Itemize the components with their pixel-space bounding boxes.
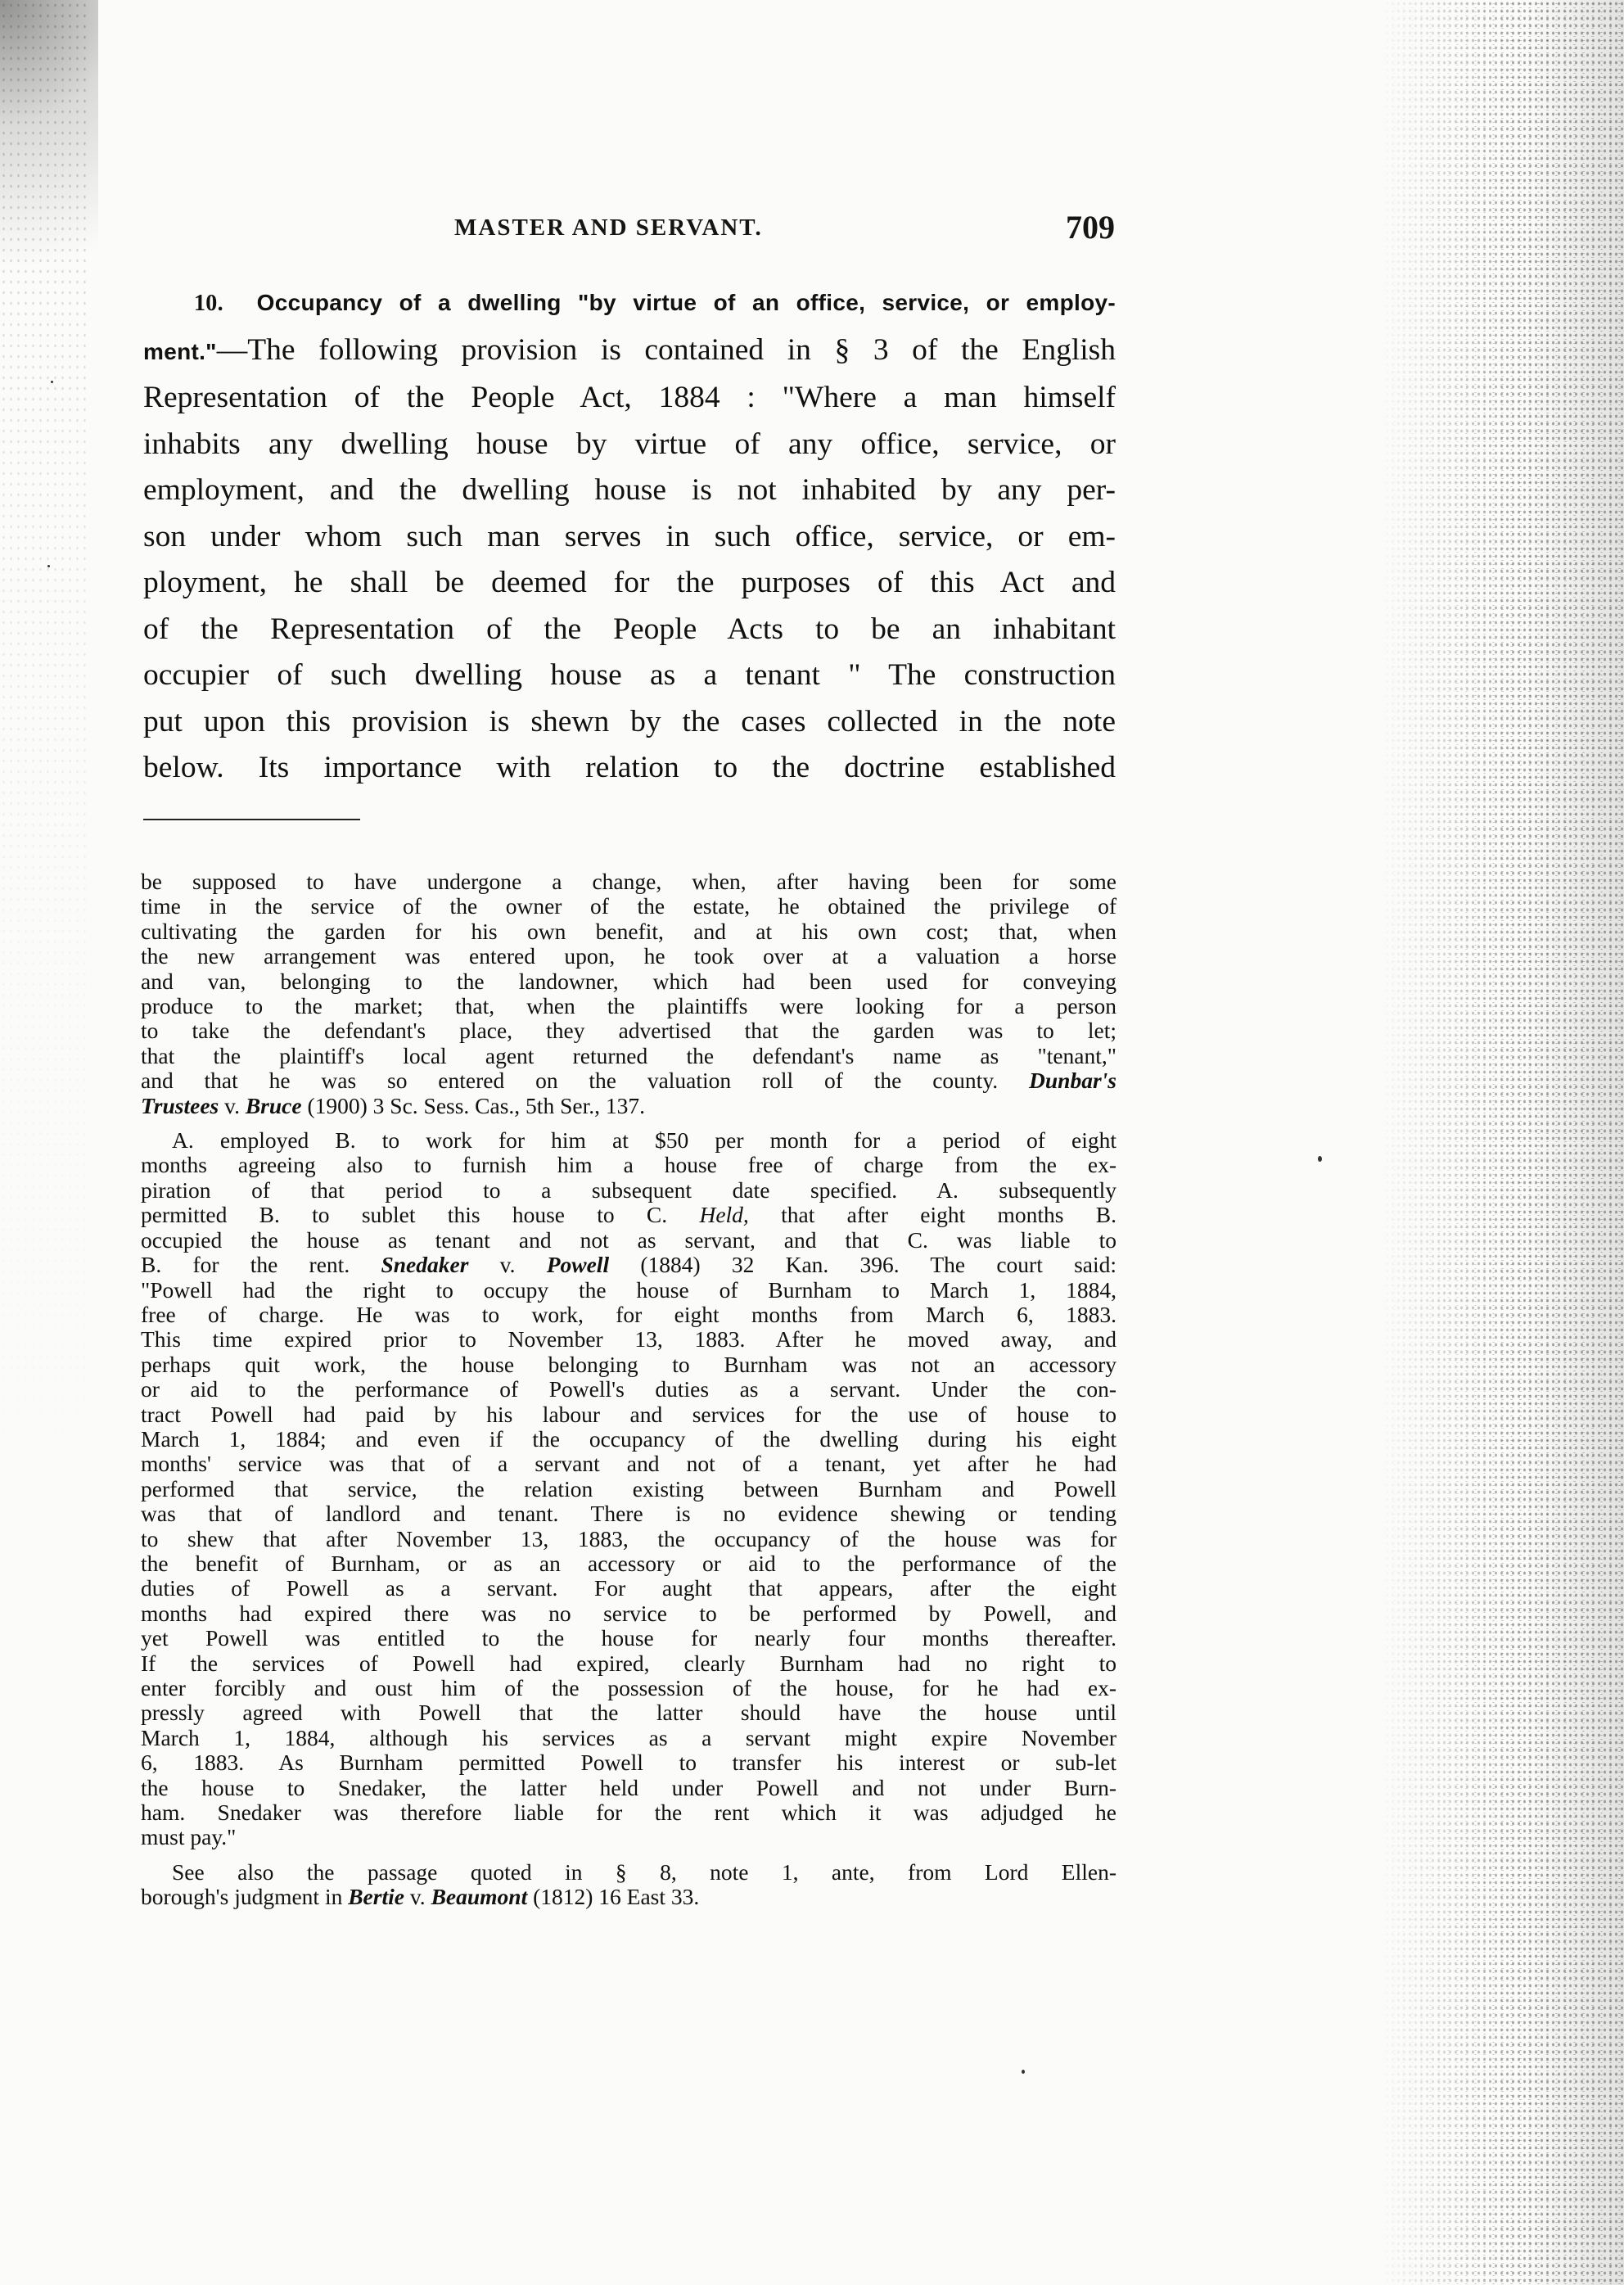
body-line: son under whom such man serves in such office, service, or em- bbox=[143, 519, 1116, 553]
body-line: below. Its importance with relation to the doctrine established bbox=[143, 751, 1116, 784]
footnote-line: was that of landlord and tenant. There is no evidence shewing or tending bbox=[141, 1501, 1116, 1527]
footnote-line: months' service was that of a servant and not of a tenant, yet after he had bbox=[141, 1451, 1116, 1477]
body-line: put upon this provision is shewn by the cases collected in the note bbox=[143, 704, 1116, 738]
footnote-line: perhaps quit work, the house belonging to Burnham was not an accessory bbox=[141, 1351, 1116, 1377]
footnote-line: be supposed to have undergone a change, when, after having been for some bbox=[141, 869, 1116, 894]
footnote-text: borough's judgment in bbox=[141, 1884, 343, 1910]
case-versus: v. bbox=[499, 1252, 516, 1278]
case-name: Bruce bbox=[245, 1092, 302, 1118]
footnote-line: This time expired prior to November 13, 1883. After he moved away, and bbox=[141, 1326, 1116, 1352]
body-line-text: —The following provision is contained in § 3 of the English bbox=[216, 332, 1116, 367]
footnotes bbox=[141, 869, 1116, 1910]
case-name: Snedaker bbox=[381, 1252, 469, 1278]
footnote-line: the new arrangement was entered upon, he took over at a valuation a horse bbox=[141, 943, 1116, 969]
footnote-line bbox=[141, 1253, 1116, 1277]
footnote-line: occupied the house as tenant and not as servant, and that C. was liable to bbox=[141, 1226, 1116, 1253]
footnote-text: B. for the rent. bbox=[141, 1252, 350, 1278]
footnote-line: produce to the market; that, when the plaintiffs were looking for a person bbox=[141, 993, 1116, 1019]
footnote-line: performed that service, the relation existing between Burnham and Powell bbox=[141, 1475, 1116, 1502]
footnote-line: yet Powell was entitled to the house for nearly four months thereafter. bbox=[141, 1625, 1116, 1651]
footnote-line bbox=[141, 1203, 1116, 1227]
case-versus: v. bbox=[224, 1092, 240, 1118]
case-citation: (1900) 3 Sc. Sess. Cas., 5th Ser., 137. bbox=[307, 1092, 645, 1118]
footnote-line: March 1, 1884; and even if the occupancy of the dwelling during his eight bbox=[141, 1425, 1116, 1452]
scan-speck bbox=[1318, 1156, 1322, 1162]
footnote-line bbox=[141, 1094, 1116, 1118]
footnote-line: 6, 1883. As Burnham permitted Powell to transfer his interest or sub-let bbox=[141, 1750, 1116, 1776]
footnote-line bbox=[141, 1068, 1116, 1093]
case-name: Trustees bbox=[141, 1092, 219, 1118]
section-number: 10. bbox=[194, 291, 223, 316]
footnote-line: tract Powell had paid by his labour and services for the use of house to bbox=[141, 1401, 1116, 1427]
footnote-line: enter forcibly and oust him of the possession of the house, for he had ex- bbox=[141, 1675, 1116, 1700]
held-word: Held, bbox=[699, 1202, 749, 1228]
scan-shade-right bbox=[1526, 0, 1624, 2285]
main-body-text bbox=[143, 278, 1116, 792]
footnote-line: that the plaintiff's local agent returned the defendant's name as "tenant," bbox=[141, 1042, 1116, 1068]
footnote-line: A. employed B. to work for him at $50 per month for a period of eight bbox=[172, 1127, 1116, 1154]
section-heading-cont: ment." bbox=[143, 338, 217, 364]
footnote-line: or aid to the performance of Powell's duties as a servant. Under the con- bbox=[141, 1376, 1116, 1402]
scan-noise-left bbox=[0, 0, 90, 2285]
case-name: Powell bbox=[546, 1252, 610, 1278]
section-heading: Occupancy of a dwelling "by virtue of an office, service, or employ- bbox=[256, 290, 1116, 315]
footnote-text: and that he was so entered on the valuation roll of the county. bbox=[141, 1068, 999, 1094]
body-line: occupier of such dwelling house as a tenant " The construction bbox=[143, 658, 1116, 692]
footnote-line: See also the passage quoted in § 8, note 1, ante, from Lord Ellen- bbox=[172, 1858, 1116, 1885]
running-title: MASTER AND SERVANT. bbox=[454, 215, 763, 241]
footnote-line: "Powell had the right to occupy the house of Burnham to March 1, 1884, bbox=[141, 1276, 1116, 1303]
footnote-line: the house to Snedaker, the latter held under Powell and not under Burn- bbox=[141, 1774, 1116, 1800]
section-heading-line bbox=[143, 278, 1116, 327]
footnote-line: time in the service of the owner of the estate, he obtained the privilege of bbox=[141, 893, 1116, 919]
case-name: Bertie bbox=[348, 1884, 404, 1910]
footnote-line: months had expired there was no service to be performed by Powell, and bbox=[141, 1600, 1116, 1626]
footnote-line: to take the defendant's place, they advertised that the garden was to let; bbox=[141, 1018, 1116, 1044]
footnote-text: permitted B. to sublet this house to C. bbox=[141, 1202, 668, 1228]
case-citation: (1812) 16 East 33. bbox=[533, 1884, 700, 1910]
footnote-line: and van, belonging to the landowner, which had been used for conveying bbox=[141, 968, 1116, 994]
footnote-line: free of charge. He was to work, for eight months from March 6, 1883. bbox=[141, 1301, 1116, 1327]
scan-speck bbox=[1022, 2070, 1025, 2074]
footnote-line: March 1, 1884, although his services as a servant might expire November bbox=[141, 1724, 1116, 1750]
footnote-line: cultivating the garden for his own benefit, and at his own cost; that, when bbox=[141, 918, 1116, 944]
case-citation: (1884) 32 Kan. 396. The court said: bbox=[640, 1252, 1117, 1278]
footnote-line: the benefit of Burnham, or as an accessory or aid to the performance of the bbox=[141, 1550, 1116, 1576]
footnote-line bbox=[141, 1885, 1116, 1909]
footnote-text: that after eight months B. bbox=[781, 1202, 1117, 1228]
body-line: inhabits any dwelling house by virtue of any office, service, or bbox=[143, 427, 1116, 461]
body-line: Representation of the People Act, 1884 : "Where a man himself bbox=[143, 381, 1116, 414]
footnote-line: to shew that after November 13, 1883, the occupancy of the house was for bbox=[141, 1525, 1116, 1551]
case-name: Beaumont bbox=[431, 1884, 528, 1910]
footnote-line: must pay." bbox=[141, 1824, 237, 1850]
footnote-line: pressly agreed with Powell that the latter should have the house until bbox=[141, 1700, 1116, 1726]
page-number: 709 bbox=[1066, 209, 1115, 246]
scan-speck bbox=[51, 381, 53, 383]
scan-speck bbox=[47, 565, 50, 567]
footnote-line: piration of that period to a subsequent date specified. A. subsequently bbox=[141, 1176, 1116, 1203]
footnote-rule bbox=[143, 819, 360, 820]
footnote-line: months agreeing also to furnish him a house free of charge from the ex- bbox=[141, 1152, 1116, 1178]
footnote-line: duties of Powell as a servant. For aught that appears, after the eight bbox=[141, 1575, 1116, 1601]
body-line: of the Representation of the People Acts to be an inhabitant bbox=[143, 612, 1116, 646]
case-name: Dunbar's bbox=[1029, 1068, 1117, 1094]
running-header bbox=[139, 209, 1121, 264]
footnote-line: ham. Snedaker was therefore liable for the rent which it was adjudged he bbox=[141, 1800, 1116, 1826]
footnote-line: If the services of Powell had expired, clearly Burnham had no right to bbox=[141, 1650, 1116, 1676]
case-versus: v. bbox=[409, 1884, 426, 1910]
body-line: ployment, he shall be deemed for the purposes of this Act and bbox=[143, 566, 1116, 599]
body-line: employment, and the dwelling house is not inhabited by any per- bbox=[143, 473, 1116, 507]
body-line bbox=[143, 327, 1116, 376]
